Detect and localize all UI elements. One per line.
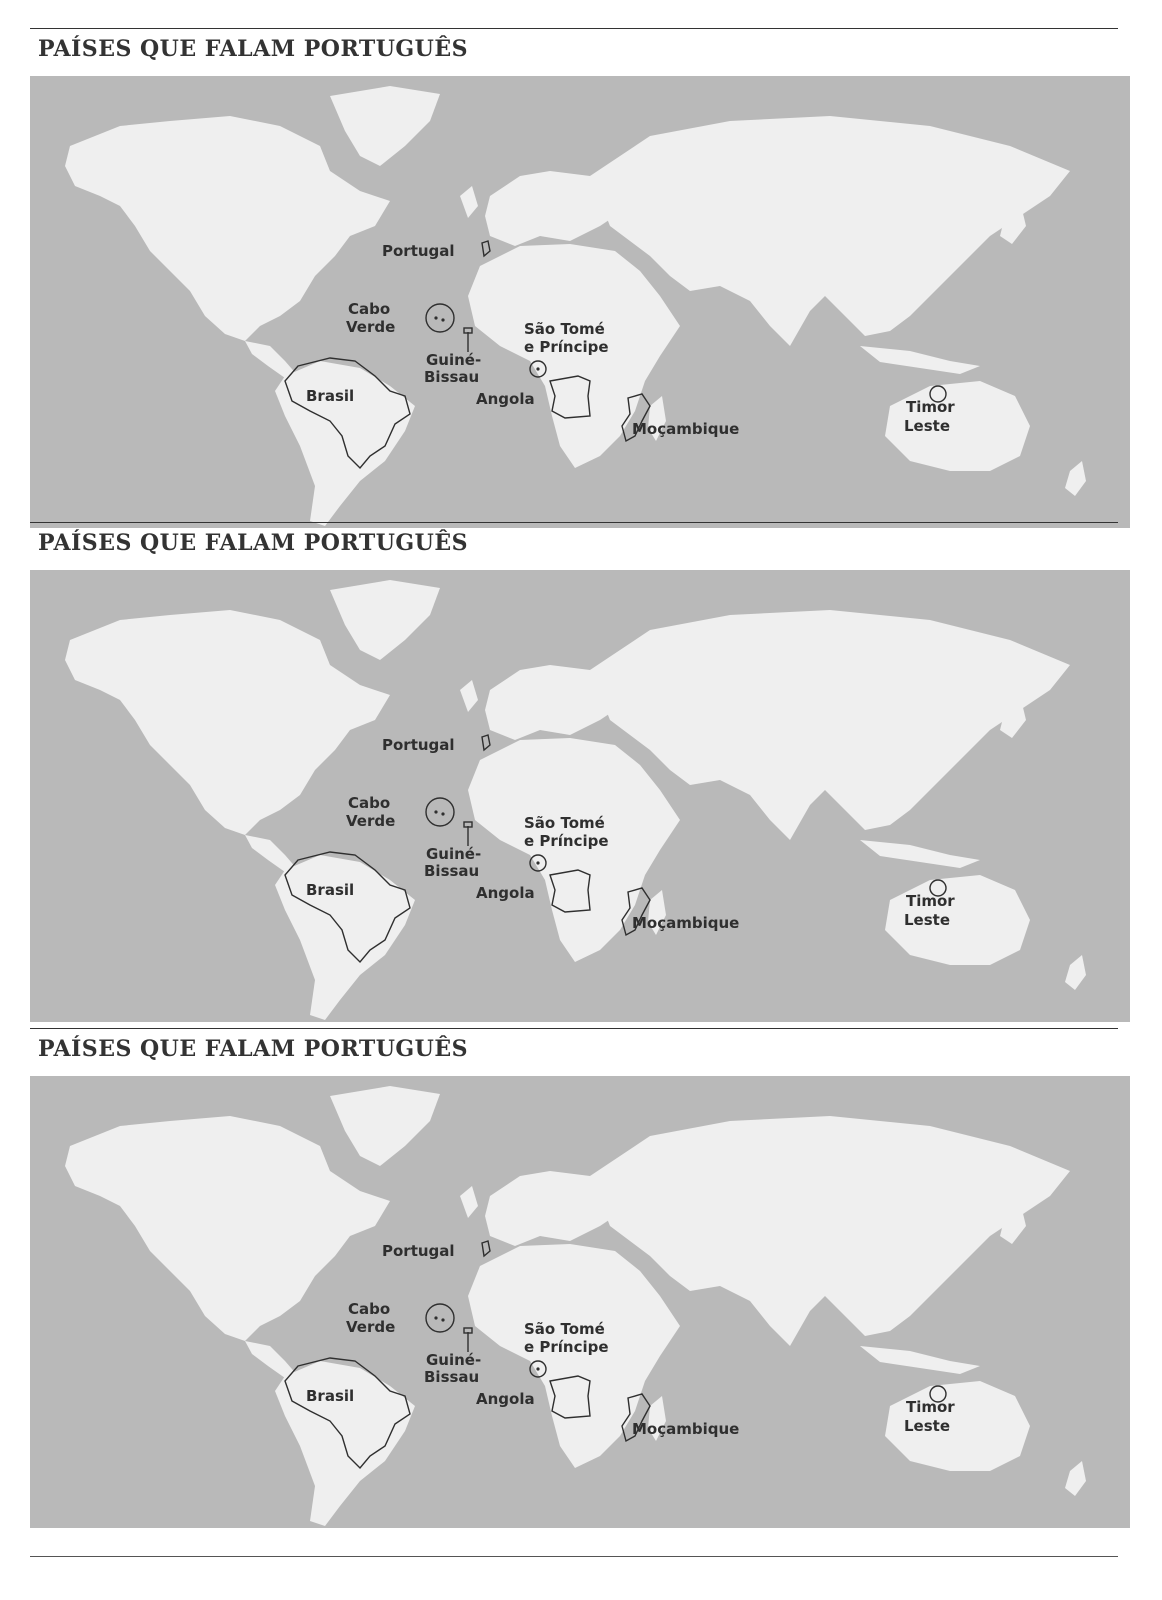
label-guine-line2: Bissau <box>424 862 480 880</box>
label-timor-line2: Leste <box>904 911 951 929</box>
label-portugal: Portugal <box>382 736 455 754</box>
label-sao-tome-line1: São Tomé <box>524 1320 605 1338</box>
label-cabo-verde-line1: Cabo <box>348 300 391 318</box>
label-guine-line1: Guiné- <box>426 845 482 863</box>
divider <box>30 522 1118 523</box>
label-angola: Angola <box>476 1390 535 1408</box>
label-mocambique: Moçambique <box>632 420 740 438</box>
label-cabo-verde-line1: Cabo <box>348 1300 391 1318</box>
divider <box>30 1028 1118 1029</box>
label-guine-line1: Guiné- <box>426 351 482 369</box>
map-panel-1 <box>0 28 1162 534</box>
divider <box>30 28 1118 29</box>
label-brasil: Brasil <box>306 1387 355 1405</box>
label-portugal: Portugal <box>382 242 455 260</box>
label-cabo-verde-line1: Cabo <box>348 794 391 812</box>
label-angola: Angola <box>476 884 535 902</box>
label-angola: Angola <box>476 390 535 408</box>
label-sao-tome-line2: e Príncipe <box>524 832 609 850</box>
label-timor-line1: Timor <box>906 398 955 416</box>
world-map <box>30 570 1130 1022</box>
map-title: PAÍSES QUE FALAM PORTUGUÊS <box>38 1036 469 1062</box>
label-portugal: Portugal <box>382 1242 455 1260</box>
world-map <box>30 76 1130 528</box>
map-panel-3 <box>0 1028 1162 1534</box>
label-timor-line1: Timor <box>906 1398 955 1416</box>
world-map <box>30 1076 1130 1528</box>
label-mocambique: Moçambique <box>632 914 740 932</box>
label-sao-tome-line1: São Tomé <box>524 814 605 832</box>
label-sao-tome-line2: e Príncipe <box>524 338 609 356</box>
label-timor-line1: Timor <box>906 892 955 910</box>
map-title: PAÍSES QUE FALAM PORTUGUÊS <box>38 530 469 556</box>
label-sao-tome-line2: e Príncipe <box>524 1338 609 1356</box>
label-brasil: Brasil <box>306 387 355 405</box>
label-cabo-verde-line2: Verde <box>346 812 396 830</box>
bottom-divider <box>30 1556 1118 1557</box>
label-guine-line2: Bissau <box>424 1368 480 1386</box>
label-guine-line1: Guiné- <box>426 1351 482 1369</box>
label-timor-line2: Leste <box>904 1417 951 1435</box>
label-timor-line2: Leste <box>904 417 951 435</box>
label-cabo-verde-line2: Verde <box>346 1318 396 1336</box>
label-sao-tome-line1: São Tomé <box>524 320 605 338</box>
label-guine-line2: Bissau <box>424 368 480 386</box>
label-brasil: Brasil <box>306 881 355 899</box>
label-cabo-verde-line2: Verde <box>346 318 396 336</box>
label-mocambique: Moçambique <box>632 1420 740 1438</box>
map-title: PAÍSES QUE FALAM PORTUGUÊS <box>38 36 469 62</box>
map-panel-2 <box>0 522 1162 1028</box>
